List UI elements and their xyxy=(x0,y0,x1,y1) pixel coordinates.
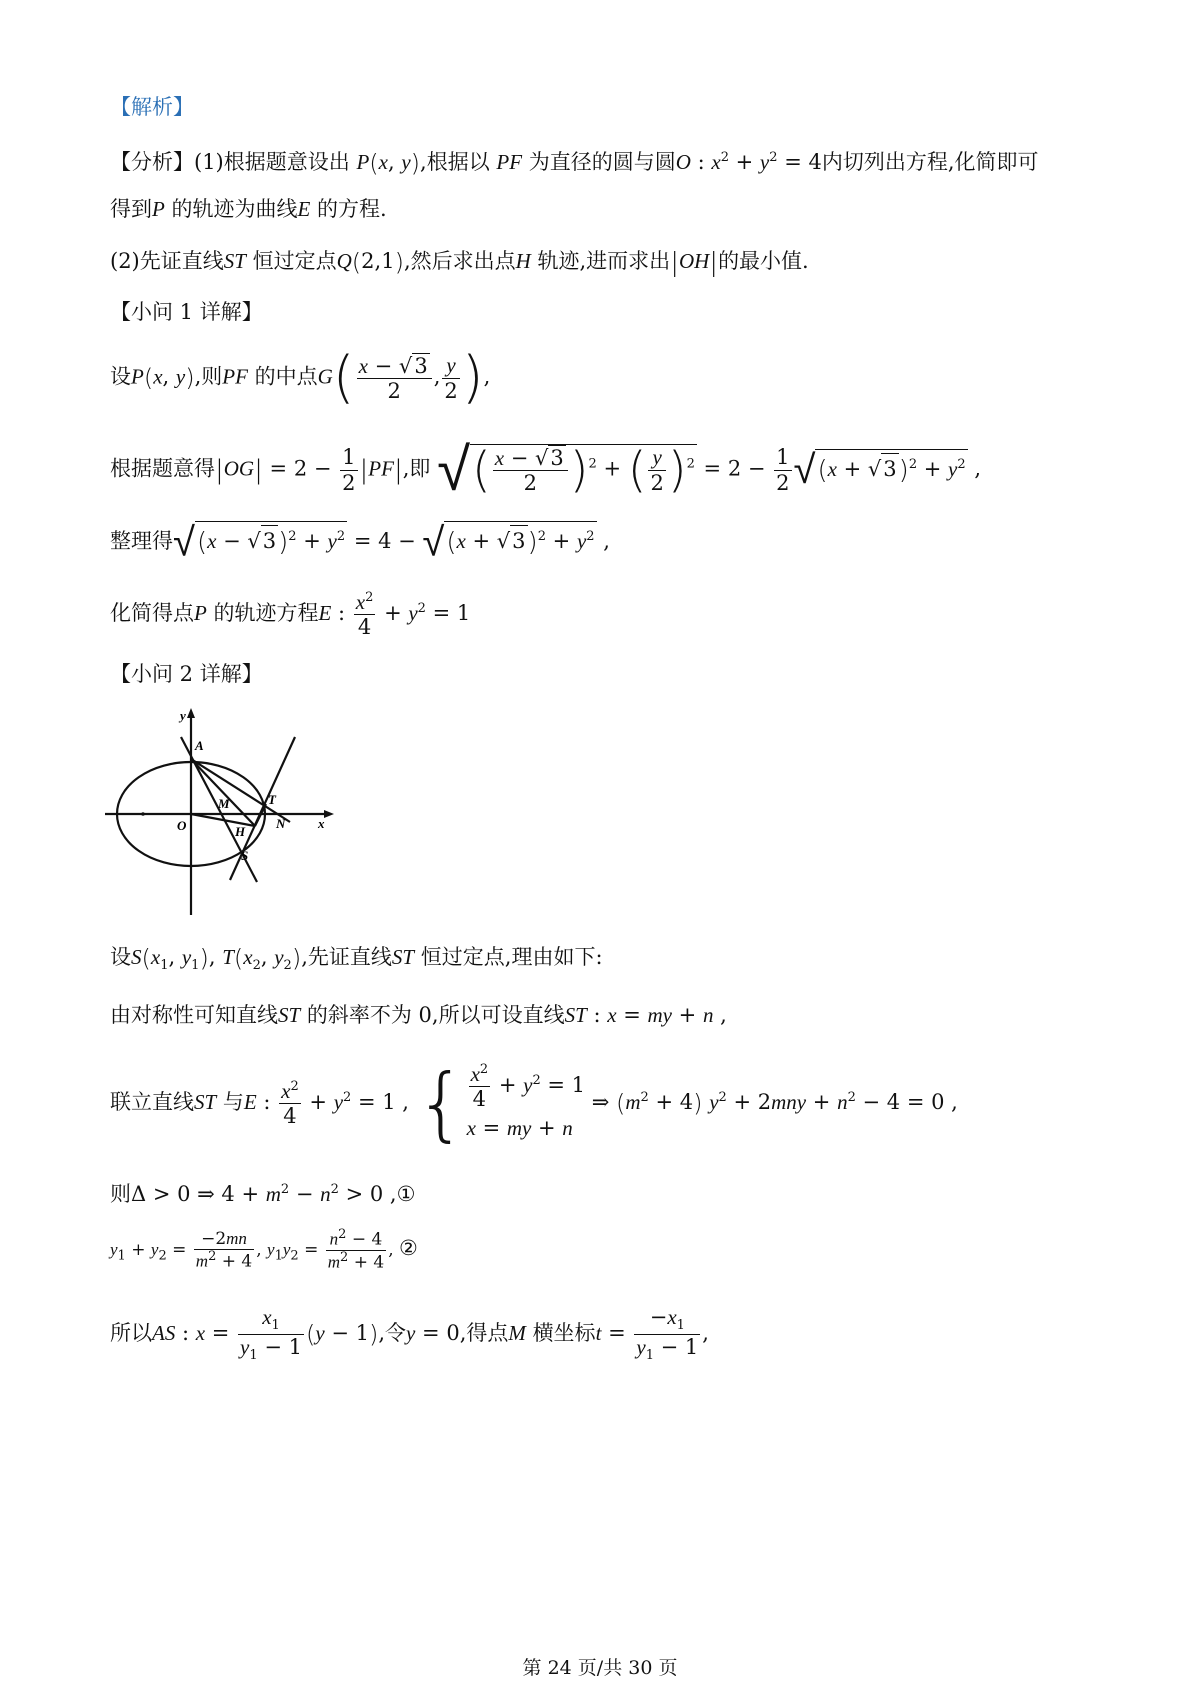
focus-point xyxy=(141,812,145,816)
label-N: N xyxy=(276,816,286,831)
label-x: x xyxy=(318,816,325,831)
label-S: S xyxy=(241,848,249,863)
label-T: T xyxy=(268,792,276,807)
q2-line-4: 则Δ > 0 ⇒ $4 + m^2 - n^2 > 0$ ,① xyxy=(110,1182,416,1206)
q2-line-6: 所以AS : x = $\frac{x_1}{y_1 - 1}$ (y − 1),令y = 0,得点M 横坐标t = $\frac{-x_1}{y_1 - 1}$ , xyxy=(110,1305,709,1364)
q2-line-5: $y_1 + y_2$ = $\frac{-2mn}{m^2 + 4}$ , $y_1y_2$ = $\frac{n^2 - 4}{m^2 + 4}$ , ② xyxy=(110,1227,418,1273)
q2-title: 【小问 2 详解】 xyxy=(110,662,263,686)
y-axis-arrow xyxy=(187,708,195,718)
analysis-line-2: 得到P 的轨迹为曲线E 的方程. xyxy=(110,197,387,221)
line-AT xyxy=(191,759,290,822)
page-footer: 第 24 页/共 30 页 xyxy=(522,1657,678,1679)
label-H: H xyxy=(235,824,246,839)
label-M: M xyxy=(218,796,230,811)
label-A: A xyxy=(195,738,204,753)
q1-line-2: 根据题意得|OG| = 2 − $\frac{1}{2}$ |PF|,即 √( $\frac{x - √3}{2}$ )$^2$ + ( $\frac{y}{2}$ )$^2$ = 2 − $\frac{1}{2}$ $√(x + √3)^2 + y^2$ , xyxy=(110,435,982,505)
analysis-label: 【分析】 xyxy=(110,150,194,174)
x-axis-arrow xyxy=(324,810,334,818)
q2-line-1: 设$S(x_1$, $y_1$), $T(x_2$, $y_2$),先证直线ST 恒过定点,理由如下: xyxy=(110,944,603,974)
analysis-line-1: 【分析】(1)根据题意设出 P(x, y),根据以 PF 为直径的圆与圆O : $x^2 + y^2 = 4$内切列出方程,化简即可 xyxy=(110,149,1039,178)
solution-heading: 【解析】 xyxy=(110,95,194,119)
q2-line-3: 联立直线ST 与E : $\frac{x^2}{4}$ + $y^2 = 1$ , { $\frac{x^2}{4}$ + $y^2 = 1$ x = my + n ⇒ $(m^2 + 4) y^2 + 2mny + n^2 - 4 = 0$ , xyxy=(110,1056,958,1150)
label-y: y xyxy=(180,708,186,723)
q1-line-1: 设P(x, y),则PF 的中点G( $\frac{x - √3}{2}$ , $\frac{y}{2}$ ), xyxy=(110,345,491,410)
ellipse-figure xyxy=(100,700,350,920)
q1-title: 【小问 1 详解】 xyxy=(110,300,263,324)
q1-line-3: 整理得$√(x - √3)^2 + y^2 = 4 - √(x + √3)^2 + y^2$ , xyxy=(110,519,610,566)
q1-line-4: 化简得点P 的轨迹方程E : $\frac{x^2}{4}$ + $y^2 = 1$ xyxy=(110,590,471,640)
analysis-line-3: (2)先证直线ST 恒过定点Q(2,1),然后求出点H 轨迹,进而求出|OH|的最小值. xyxy=(110,247,809,278)
q2-line-2: 由对称性可知直线ST 的斜率不为 0,所以可设直线ST : x = my + n , xyxy=(110,1003,727,1027)
label-O: O xyxy=(177,818,187,833)
